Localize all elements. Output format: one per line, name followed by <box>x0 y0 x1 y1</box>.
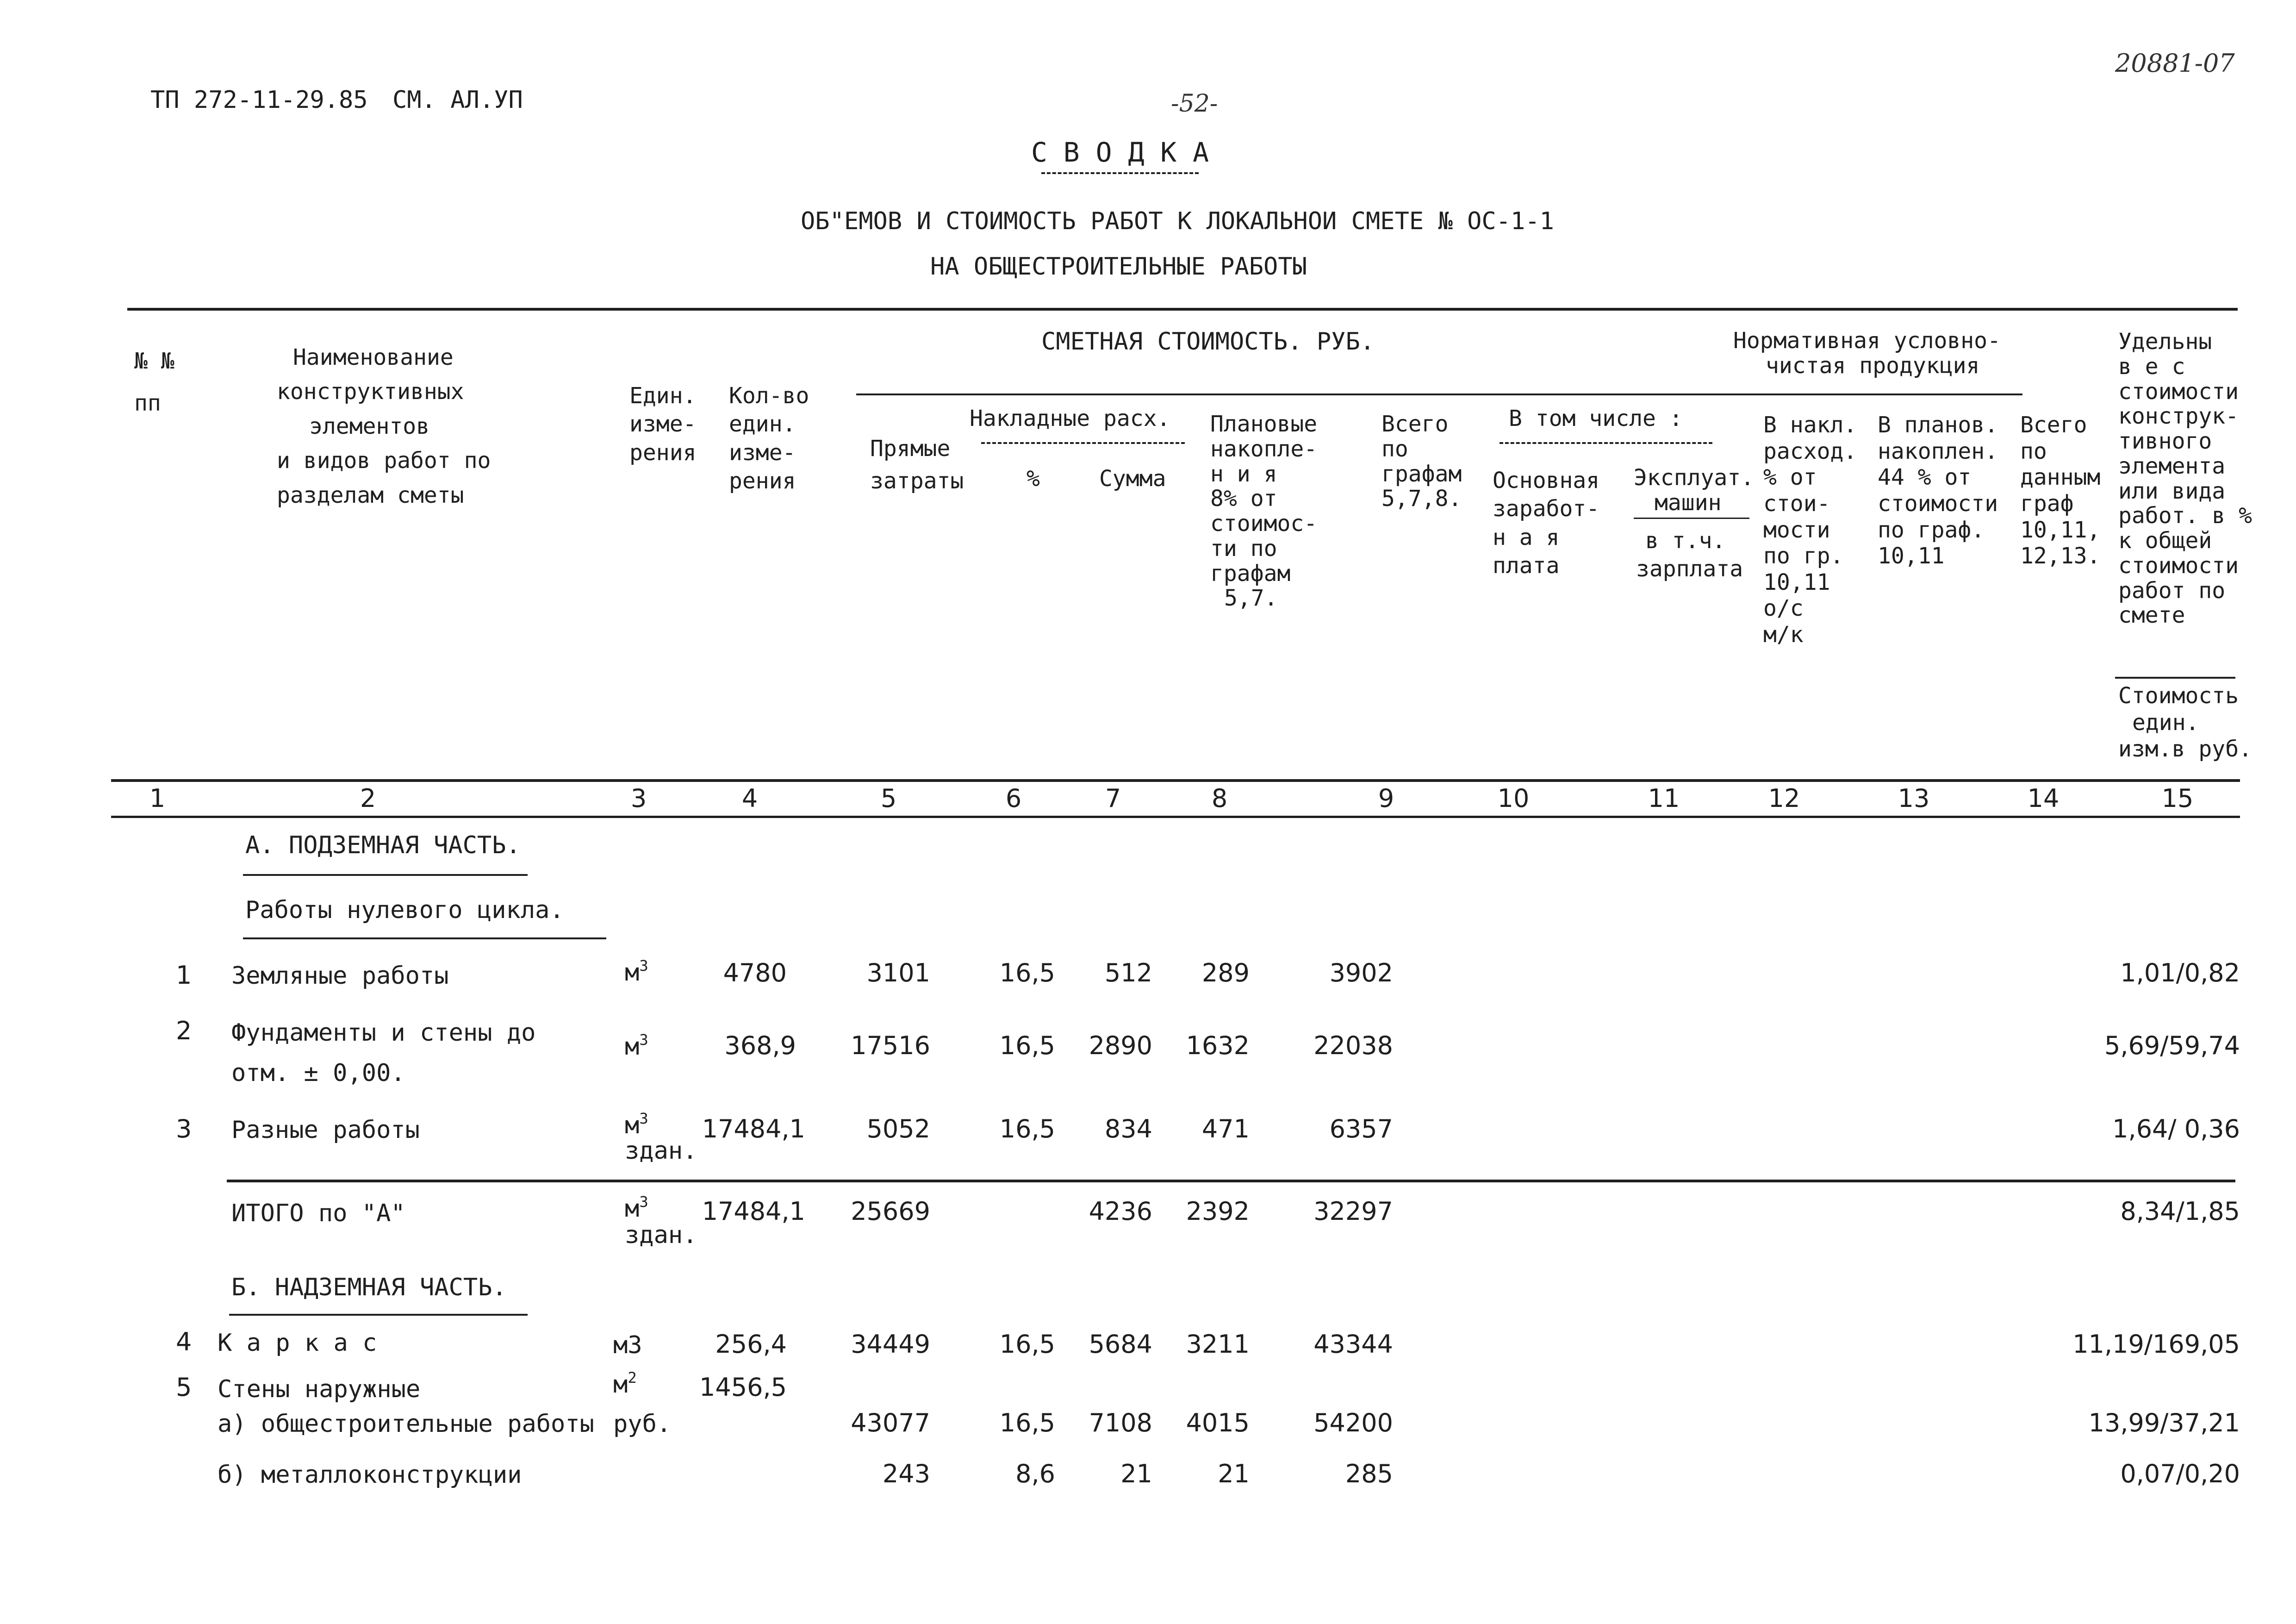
title-underline <box>1041 172 1199 174</box>
row5b-sum: 21 <box>1120 1459 1152 1488</box>
including-header: В том числе : <box>1509 406 1683 431</box>
machines-underline <box>1634 518 1749 519</box>
table-top-rule <box>127 308 2238 311</box>
row3-plan: 471 <box>1201 1114 1250 1143</box>
row1-qty: 4780 <box>723 958 787 987</box>
col11-machines: машин <box>1655 490 1722 516</box>
spec-weight-rule <box>2115 677 2235 679</box>
col-number: 15 <box>2161 784 2194 813</box>
row5a-pct: 16,5 <box>999 1408 1055 1437</box>
subtotal-a-direct: 25669 <box>851 1197 930 1226</box>
row5a-unit: руб. <box>613 1410 672 1438</box>
row4-direct: 34449 <box>851 1330 930 1359</box>
row5a-total: 54200 <box>1313 1408 1393 1437</box>
section-b-underline <box>229 1314 528 1316</box>
col11-wages: в т.ч. зарплата <box>1636 528 1743 582</box>
row5-qty: 1456,5 <box>699 1373 787 1402</box>
row3-total: 6357 <box>1329 1114 1393 1143</box>
row1-pct: 16,5 <box>999 958 1055 987</box>
col-number: 4 <box>741 784 758 813</box>
page-number: -52- <box>1171 90 1218 118</box>
col-number: 11 <box>1648 784 1680 813</box>
overhead-header: Накладные расх. <box>970 406 1170 431</box>
row1-unit: $м^3$ <box>625 957 648 987</box>
row2-direct: 17516 <box>851 1031 930 1060</box>
row2-spec: 5,69/59,74 <box>2104 1031 2240 1060</box>
row1-no: 1 <box>176 961 192 990</box>
row5a-name: а) общестроительные работы <box>218 1410 594 1438</box>
row5-name: Стены наружные <box>218 1375 421 1403</box>
row5-unit: $м^2$ <box>613 1369 637 1399</box>
row2-name: Фундаменты и стены до <box>231 1019 536 1047</box>
col-number: 3 <box>630 784 647 813</box>
row3-unit-2: здан. <box>625 1137 697 1165</box>
col-number: 14 <box>2027 784 2060 813</box>
row5a-plan: 4015 <box>1186 1408 1250 1437</box>
col-number: 7 <box>1105 784 1121 813</box>
col14-header: Всего по данным граф 10,11, 12,13. <box>2020 412 2101 569</box>
col11-header: Эксплуат. <box>1634 465 1755 491</box>
row2-plan: 1632 <box>1186 1031 1250 1060</box>
row4-pct: 16,5 <box>999 1330 1055 1359</box>
col13-header: В планов. накоплен. 44 % от стоимости по граф. 10,11 <box>1878 412 1998 569</box>
row5b-total: 285 <box>1345 1459 1393 1488</box>
row5b-pct: 8,6 <box>1015 1459 1055 1488</box>
col6-header: % <box>1027 466 1040 492</box>
section-b-title: Б. НАДЗЕМНАЯ ЧАСТЬ. <box>231 1274 507 1301</box>
row5b-direct: 243 <box>882 1459 930 1488</box>
subtotal-a-label: ИТОГО по "А" <box>231 1199 405 1227</box>
subtotal-a-unit-2: здан. <box>625 1221 697 1249</box>
subtotal-a-spec: 8,34/1,85 <box>2120 1197 2240 1226</box>
col-number: 13 <box>1898 784 1930 813</box>
row5b-spec: 0,07/0,20 <box>2120 1459 2240 1488</box>
col8-header: Плановые накопле- н и я 8% от стоимос- ти по графам 5,7. <box>1210 411 1318 612</box>
section-a-underline <box>243 874 528 876</box>
col15-header-weight: Удельны в е с стоимости конструк- тивного элемента или вида работ. в % к общей стоимости работ по смете <box>2118 329 2252 629</box>
col3-header: Един. изме- рения <box>629 383 697 466</box>
row4-plan: 3211 <box>1186 1330 1250 1359</box>
album-reference: СМ. АЛ.УП <box>392 86 523 114</box>
document-title: С В О Д К А <box>1031 137 1209 168</box>
row3-qty: 17484,1 <box>702 1114 805 1143</box>
col15-header-unit-cost: Стоимость един. изм.в руб. <box>2118 683 2252 762</box>
col1-header: № № пп <box>134 348 174 417</box>
col9-header: Всего по графам 5,7,8. <box>1381 411 1462 512</box>
row2-no: 2 <box>176 1016 192 1045</box>
col7-header: Сумма <box>1099 466 1166 492</box>
row4-sum: 5684 <box>1089 1330 1152 1359</box>
row3-direct: 5052 <box>866 1114 930 1143</box>
subtotal-a-sum: 4236 <box>1089 1197 1152 1226</box>
norm-group-header: Нормативная условно- чистая продукция <box>1733 328 2001 379</box>
row2-sum: 2890 <box>1089 1031 1152 1060</box>
document-subtitle-2: НА ОБЩЕСТРОИТЕЛЬНЫЕ РАБОТЫ <box>930 253 1307 281</box>
row3-unit: $м^3$ <box>625 1110 648 1139</box>
row3-sum: 834 <box>1104 1114 1152 1143</box>
row1-direct: 3101 <box>866 958 930 987</box>
archive-stamp-number: 20881-07 <box>2115 49 2235 78</box>
row3-spec: 1,64/ 0,36 <box>2112 1114 2240 1143</box>
row4-name: К а р к а с <box>218 1329 377 1357</box>
col12-header: В накл. расход. % от стои- мости по гр. 10,11 о/с м/к <box>1763 412 1857 648</box>
cost-group-header: СМЕТНАЯ СТОИМОСТЬ. РУБ. <box>1041 328 1375 356</box>
row4-spec: 11,19/169,05 <box>2072 1330 2240 1359</box>
col-number: 1 <box>149 784 166 813</box>
row1-sum: 512 <box>1104 958 1152 987</box>
row2-unit: $м^3$ <box>625 1031 648 1061</box>
row5a-sum: 7108 <box>1089 1408 1152 1437</box>
subtotal-a-total: 32297 <box>1313 1197 1393 1226</box>
section-a-subtitle: Работы нулевого цикла. <box>245 896 564 924</box>
row5b-name: б) металлоконструкции <box>218 1461 522 1489</box>
col5-header: Прямые затраты <box>870 436 964 494</box>
row1-plan: 289 <box>1201 958 1250 987</box>
col10-header: Основная заработ- н а я плата <box>1493 468 1600 579</box>
row5a-spec: 13,99/37,21 <box>2088 1408 2240 1437</box>
row1-name: Земляные работы <box>231 962 449 990</box>
row1-total: 3902 <box>1329 958 1393 987</box>
row3-no: 3 <box>176 1114 192 1143</box>
subtotal-rule <box>227 1180 2235 1182</box>
row4-unit: м3 <box>613 1331 642 1359</box>
row1-spec: 1,01/0,82 <box>2120 958 2240 987</box>
col-number: 6 <box>1005 784 1022 813</box>
row5b-plan: 21 <box>1218 1459 1250 1488</box>
row5a-direct: 43077 <box>851 1408 930 1437</box>
subtotal-a-qty: 17484,1 <box>702 1197 805 1226</box>
row5-no: 5 <box>176 1373 192 1402</box>
document-subtitle: ОБ"ЕМОВ И СТОИМОСТЬ РАБОТ К ЛОКАЛЬНОИ СМЕТЕ № ОС-1-1 <box>801 207 1554 235</box>
cost-group-rule <box>856 394 2022 395</box>
row2-name-cont: отм. ± 0,00. <box>231 1059 405 1087</box>
row3-name: Разные работы <box>231 1116 420 1144</box>
subtotal-a-unit: $м^3$ <box>625 1193 648 1223</box>
section-a-sub-underline <box>243 937 606 939</box>
col-number: 10 <box>1497 784 1530 813</box>
overhead-dash <box>981 442 1185 444</box>
col2-header: Наименование конструктивных элементов и видов работ по разделам сметы <box>277 344 491 508</box>
row2-qty: 368,9 <box>724 1031 796 1060</box>
col-number: 12 <box>1768 784 1800 813</box>
col-number: 8 <box>1211 784 1228 813</box>
section-a-title: А. ПОДЗЕМНАЯ ЧАСТЬ. <box>245 831 521 859</box>
colnum-bottom-rule <box>111 816 2240 818</box>
header-bottom-rule <box>111 779 2240 782</box>
row2-pct: 16,5 <box>999 1031 1055 1060</box>
col4-header: Кол-во един. изме- рения <box>729 383 809 494</box>
row4-qty: 256,4 <box>715 1330 787 1359</box>
row4-no: 4 <box>176 1327 192 1356</box>
row3-pct: 16,5 <box>999 1114 1055 1143</box>
document-code: ТП 272-11-29.85 <box>150 86 368 114</box>
row4-total: 43344 <box>1313 1330 1393 1359</box>
col-number: 2 <box>360 784 376 813</box>
row2-total: 22038 <box>1313 1031 1393 1060</box>
col-number: 9 <box>1378 784 1394 813</box>
incl-dash <box>1500 442 1712 444</box>
subtotal-a-plan: 2392 <box>1186 1197 1250 1226</box>
col-number: 5 <box>880 784 897 813</box>
